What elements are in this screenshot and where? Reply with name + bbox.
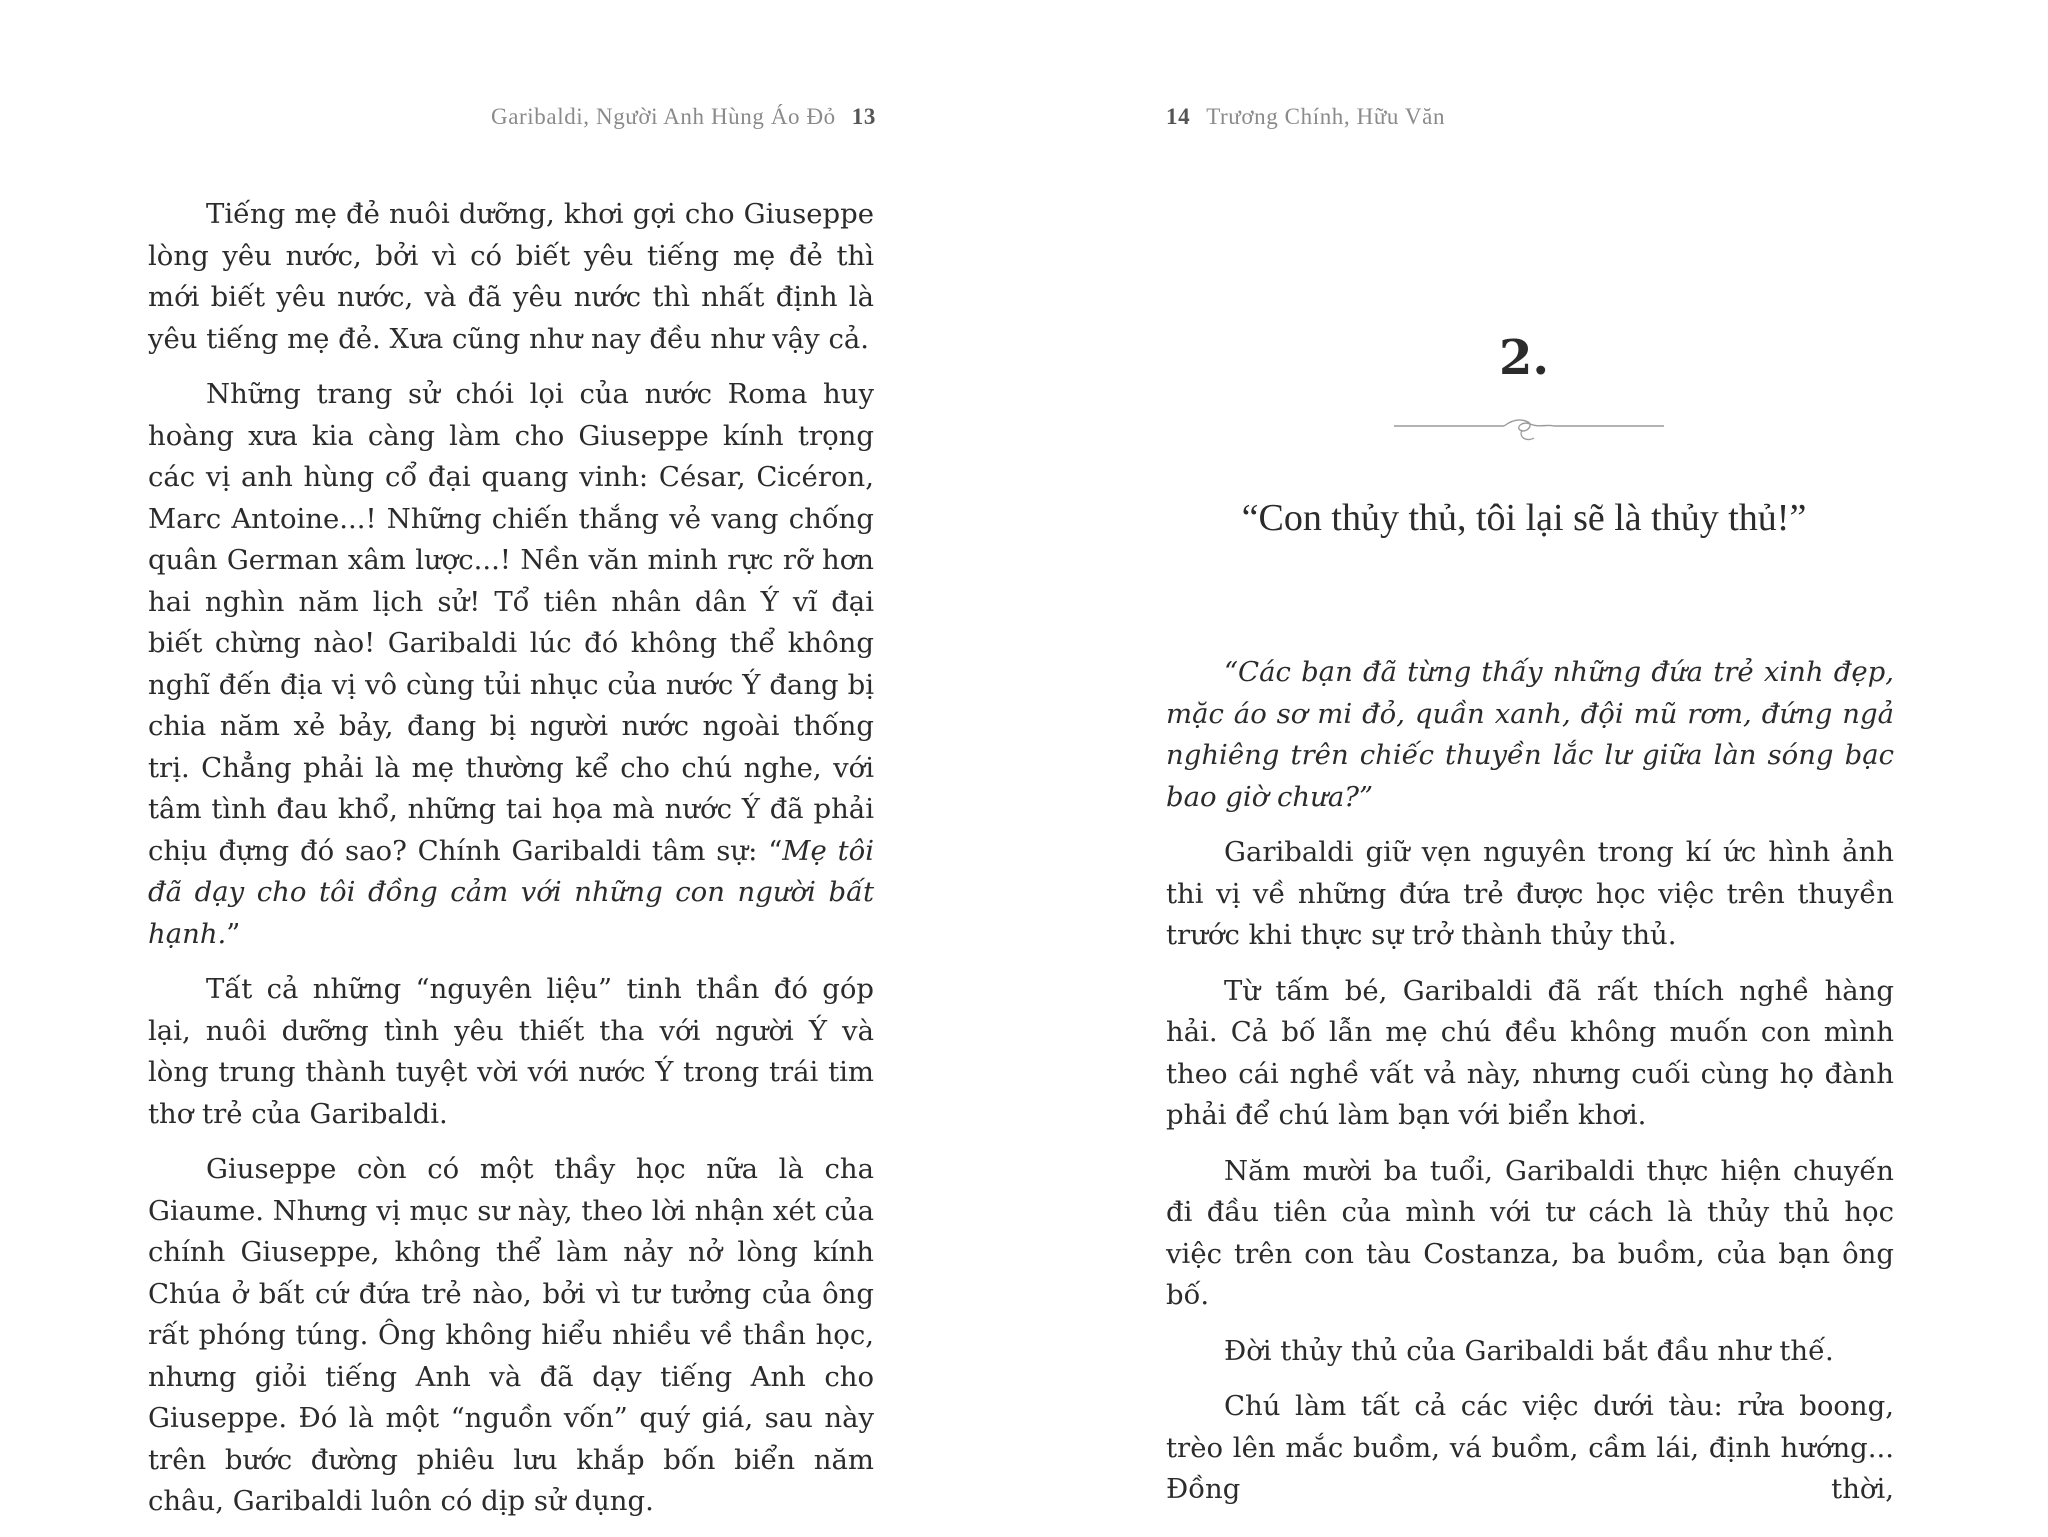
page-number-right: 14: [1166, 104, 1191, 129]
chapter-title: “Con thủy thủ, tôi lại sẽ là thủy thủ!”: [1241, 497, 1807, 539]
book-title: Garibaldi, Người Anh Hùng Áo Đỏ: [491, 104, 836, 129]
paragraph: Năm mười ba tuổi, Garibaldi thực hiện chuyến đi đầu tiên của mình với tư cách là thủy thủ học việc trên con tàu Costanza, ba buồm, của bạn ông bố.: [1166, 1154, 1894, 1311]
italic-quote: Mẹ tôi đã dạy cho tôi đồng cảm với những con người bất hạnh.: [148, 834, 874, 950]
right-page-body: [1166, 652, 1894, 1525]
chapter-number: 2.: [1498, 330, 1550, 386]
left-page: [0, 0, 1024, 1520]
paragraph: Đời thủy thủ của Garibaldi bắt đầu như thế.: [1224, 1334, 1834, 1367]
paragraph: Tất cả những “nguyên liệu” tinh thần đó góp lại, nuôi dưỡng tình yêu thiết tha với người Ý và lòng trung thành tuyệt vời với nước Ý trong trái tim thơ trẻ của Garibaldi.: [148, 973, 874, 1130]
paragraph: Tiếng mẹ đẻ nuôi dưỡng, khơi gợi cho Giuseppe lòng yêu nước, bởi vì có biết yêu tiếng mẹ đẻ thì mới biết yêu nước, và đã yêu nước thì nhất định là yêu tiếng mẹ đẻ. Xưa cũng như nay đều như vậy cả.: [148, 198, 874, 355]
authors: Trương Chính, Hữu Văn: [1206, 104, 1446, 129]
paragraph: Chú làm tất cả các việc dưới tàu: rửa boong, trèo lên mắc buồm, vá buồm, cầm lái, định hướng... Đồng thời,: [1166, 1390, 1894, 1505]
ornament-divider-icon: [1394, 412, 1664, 448]
paragraph: Từ tấm bé, Garibaldi đã rất thích nghề hàng hải. Cả bố lẫn mẹ chú đều không muốn con mình theo cái nghề vất vả này, nhưng cuối cùng họ đành phải để chú làm bạn với biển khơi.: [1166, 974, 1894, 1131]
paragraph: Giuseppe còn có một thầy học nữa là cha Giaume. Nhưng vị mục sư này, theo lời nhận xét của chính Giuseppe, không thể làm nảy nở lòng kính Chúa ở bất cứ đứa trẻ nào, bởi vì tư tưởng của ông rất phóng túng. Ông không hiểu nhiều về thần học, nhưng giỏi tiếng Anh và đã dạy tiếng Anh cho Giuseppe. Đó là một “nguồn vốn” quý giá, sau này trên bước đường phiêu lưu khắp bốn biển năm châu, Garibaldi luôn có dịp sử dụng.: [148, 1153, 874, 1517]
epigraph-quote: “Các bạn đã từng thấy những đứa trẻ xinh đẹp, mặc áo sơ mi đỏ, quần xanh, đội mũ rơm, đứng ngả nghiêng trên chiếc thuyền lắc lư giữa làn sóng bạc bao giờ chưa?”: [1166, 656, 1894, 813]
page-number-left: 13: [851, 104, 876, 129]
paragraph-with-quote: [148, 374, 874, 955]
right-page: [1024, 0, 2048, 1520]
left-page-body: [148, 194, 874, 1537]
running-header-right: [1166, 104, 1445, 130]
paragraph-text: Những trang sử chói lọi của nước Roma huy hoàng xưa kia càng làm cho Giuseppe kính trọng các vị anh hùng cổ đại quang vinh: César, Cicéron, Marc Antoine...! Những chiến thắng vẻ vang chống quân German xâm lược...! Nền văn minh rực rỡ hơn hai nghìn năm lịch sử! Tổ tiên nhân dân Ý vĩ đại biết chừng nào! Garibaldi lúc đó không thể không nghĩ đến địa vị vô cùng tủi nhục của nước Ý đang bị chia năm xẻ bảy, đang bị người nước ngoài thống trị. Chẳng phải là mẹ thường kể cho chú nghe, với tâm tình đau khổ, những tai họa mà nước Ý đã phải chịu đựng đó sao? Chính Garibaldi tâm sự: “: [148, 378, 874, 867]
closing-quote-mark: ”: [226, 917, 241, 950]
paragraph: Garibaldi giữ vẹn nguyên trong kí ức hình ảnh thi vị về những đứa trẻ được học việc trên thuyền trước khi thực sự trở thành thủy thủ.: [1166, 836, 1894, 951]
running-header-left: [491, 104, 876, 130]
